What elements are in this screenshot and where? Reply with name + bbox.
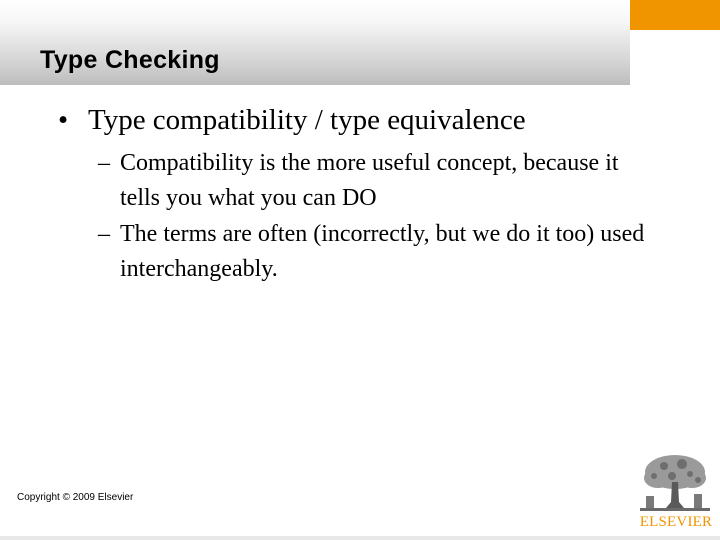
- copyright-text: Copyright © 2009 Elsevier: [17, 492, 134, 503]
- bullet-text: Type compatibility / type equivalence: [88, 104, 526, 136]
- elsevier-logo: [638, 452, 714, 534]
- sub-bullet-text: The terms are often (incorrectly, but we do it too) used interchangeably.: [120, 221, 645, 282]
- dash-marker: –: [98, 150, 110, 176]
- sub-bullet-text: Compatibility is the more useful concept, because it tells you what you can DO: [120, 150, 619, 211]
- tree-icon: [638, 452, 712, 512]
- sub-bullet-item: [98, 146, 658, 216]
- bullet-item: [58, 104, 526, 137]
- sub-bullet-item: [98, 217, 658, 287]
- bullet-marker: •: [58, 104, 69, 136]
- footer-strip: [0, 536, 720, 540]
- dash-marker: –: [98, 221, 110, 247]
- logo-wordmark: ELSEVIER: [639, 514, 713, 530]
- slide-title: Type Checking: [40, 46, 220, 74]
